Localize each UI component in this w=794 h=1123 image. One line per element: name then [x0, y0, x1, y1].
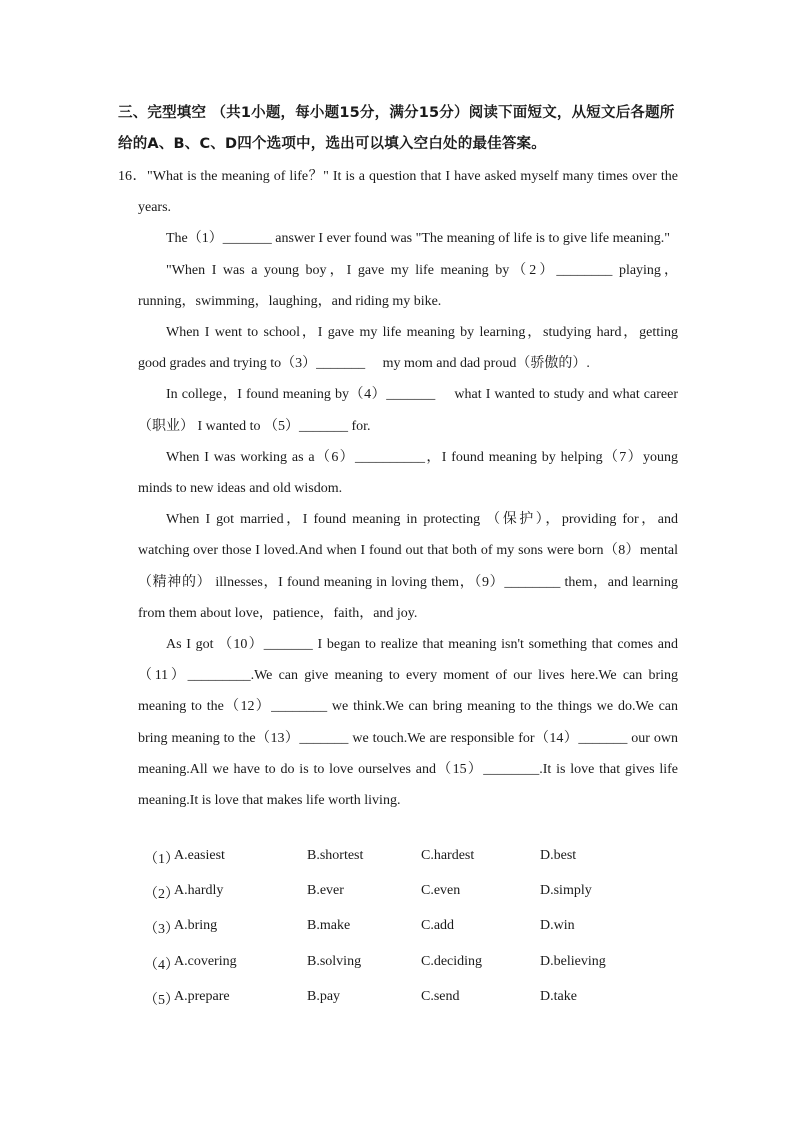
option-c: C.hardest: [421, 848, 475, 863]
option-row: [144, 848, 664, 883]
option-b: B.make: [307, 918, 351, 934]
option-row: [144, 954, 664, 989]
section-heading: 三、完型填空 （共1小题，每小题15分，满分15分）阅读下面短文，从短文后各题所给的A、B、C、D四个选项中，选出可以填入空白处的最佳答案。: [118, 105, 675, 152]
option-d: D.believing: [540, 953, 606, 969]
passage-paragraph-6: When I got married，I found meaning in protecting （保护），providing for，and watching over those I loved.And when I found out that both of my sons were born（8）mental （精神的） illnesses，I found meaning in loving them，（9）________ them，and learning from them about love，patience，faith，and joy.: [138, 512, 678, 621]
option-a: A.covering: [174, 953, 237, 969]
option-row: [144, 918, 664, 953]
passage-paragraph-4: In college，I found meaning by（4）_______ what I wanted to study and what career（职业） I wanted to （5）_______ for.: [138, 387, 678, 434]
passage-paragraph-1: The（1）_______ answer I ever found was "The meaning of life is to give life meaning.": [166, 231, 671, 247]
option-row: [144, 883, 664, 918]
passage-paragraph-5: When I was working as a（6）__________，I found meaning by helping（7）young minds to new ideas and old wisdom.: [138, 449, 678, 497]
option-d: D.simply: [540, 883, 592, 899]
option-b: B.pay: [307, 988, 341, 1004]
option-d: D.take: [540, 988, 577, 1004]
option-c: C.deciding: [421, 953, 483, 969]
passage-paragraph-7: As I got （10）_______ I began to realize that meaning isn't something that comes and（11）_________.We can give meaning to every moment of our lives here.We can bring meaning to the（12）________ we think.We can bring meaning to the things we do.We can bring meaning to the（13）_______ we touch.We are responsible for（14）_______ our own meaning.All we have to do is to love ourselves and（15）________.It is love that gives life meaning.It is love that makes life worth living.: [138, 637, 678, 809]
option-b: B.shortest: [307, 848, 364, 863]
option-c: C.even: [421, 883, 461, 899]
option-a: A.easiest: [174, 848, 225, 863]
option-number: （5）: [144, 992, 179, 1008]
option-d: D.best: [540, 848, 577, 863]
option-number: （1）: [144, 852, 179, 867]
option-number: （2）: [144, 887, 179, 903]
answer-options: [144, 848, 664, 1024]
option-c: C.send: [421, 988, 460, 1004]
option-number: （4）: [144, 957, 179, 973]
option-b: B.ever: [307, 883, 344, 899]
option-number: （3）: [144, 922, 179, 938]
passage-paragraph-3: When I went to school，I gave my life meaning by learning，studying hard，getting good grades and trying to（3）_______ my mom and dad proud（骄傲的）.: [138, 325, 678, 372]
option-row: [144, 989, 664, 1024]
option-b: B.solving: [307, 953, 362, 969]
option-a: A.prepare: [174, 988, 230, 1004]
option-c: C.add: [421, 918, 455, 934]
passage-paragraph-2: "When I was a young boy，I gave my life meaning by（2）________ playing，running，swimming，laughing，and riding my bike.: [138, 262, 678, 309]
question-intro: 16．"What is the meaning of life？" It is a question that I have asked myself many times over the years.: [118, 169, 678, 216]
option-a: A.bring: [174, 918, 218, 934]
option-a: A.hardly: [174, 883, 224, 899]
cloze-passage: [118, 161, 678, 816]
option-d: D.win: [540, 918, 575, 934]
